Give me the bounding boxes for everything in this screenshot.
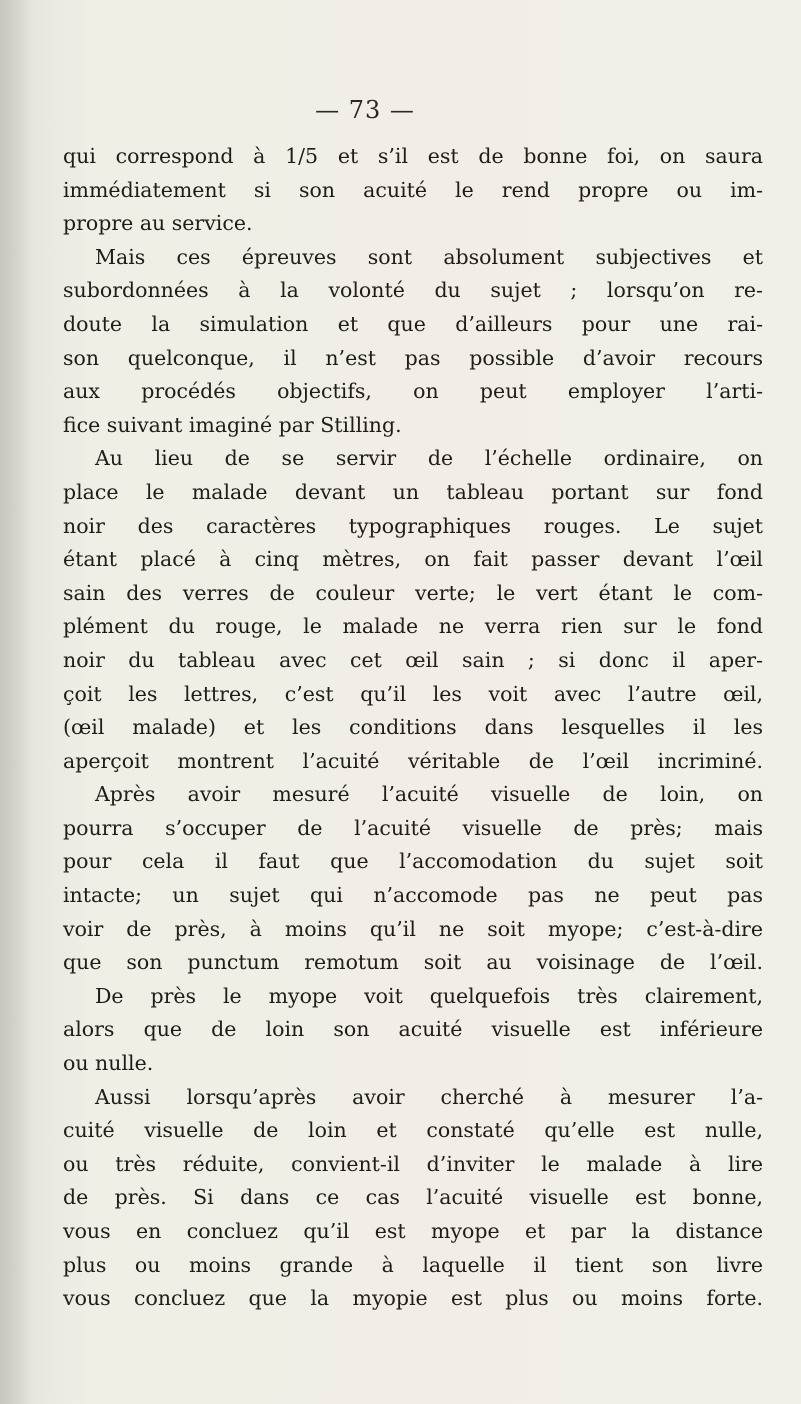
text-line: pourra s’occuper de l’acuité visuelle de près; mais <box>63 815 763 840</box>
text-line: pour cela il faut que l’accomodation du sujet soit <box>63 849 763 874</box>
text-line: étant placé à cinq mètres, on fait passer devant l’œil <box>63 547 763 572</box>
text-line: que son punctum remotum soit au voisinage de l’œil. <box>63 950 763 975</box>
text-line: propre au service. <box>63 211 253 236</box>
text-line: Mais ces épreuves sont absolument subjectives et <box>95 244 763 269</box>
text-line: Au lieu de se servir de l’échelle ordinaire, on <box>95 446 763 471</box>
text-line: plément du rouge, le malade ne verra rien sur le fond <box>63 614 763 639</box>
text-line: ou nulle. <box>63 1051 154 1076</box>
text-line: Aussi lorsqu’après avoir cherché à mesurer l’a- <box>95 1084 763 1109</box>
text-line: cuité visuelle de loin et constaté qu’elle est nulle, <box>63 1118 763 1143</box>
text-line: fice suivant imaginé par Stilling. <box>63 412 402 437</box>
binding-edge-shadow <box>0 0 30 1404</box>
text-line: (œil malade) et les conditions dans lesquelles il les <box>63 715 763 740</box>
text-line: de près. Si dans ce cas l’acuité visuelle est bonne, <box>63 1185 763 1210</box>
text-line: vous en concluez qu’il est myope et par la distance <box>63 1219 763 1243</box>
text-line: aux procédés objectifs, on peut employer l’arti- <box>63 379 763 404</box>
text-line: noir du tableau avec cet œil sain ; si donc il aper- <box>63 647 763 672</box>
text-line: qui correspond à 1/5 et s’il est de bonne foi, on saura <box>63 144 763 168</box>
text-line: doute la simulation et que d’ailleurs pour une rai- <box>63 311 763 336</box>
text-line: ou très réduite, convient-il d’inviter le malade à lire <box>63 1151 763 1176</box>
text-line: plus ou moins grande à laquelle il tient son livre <box>63 1252 763 1277</box>
text-line: sain des verres de couleur verte; le vert étant le com- <box>63 580 763 605</box>
text-line: voir de près, à moins qu’il ne soit myope; c’est-à-dire <box>63 916 763 941</box>
text-line: alors que de loin son acuité visuelle est inférieure <box>63 1017 763 1042</box>
text-line: De près le myope voit quelquefois très clairement, <box>95 983 763 1008</box>
text-line: çoit les lettres, c’est qu’il les voit avec l’autre œil, <box>63 681 763 706</box>
body-text <box>63 140 763 1316</box>
text-line: aperçoit montrent l’acuité véritable de l’œil incriminé. <box>63 748 763 773</box>
text-line: son quelconque, il n’est pas possible d’avoir recours <box>63 345 763 370</box>
text-line: intacte; un sujet qui n’accomode pas ne peut pas <box>63 883 763 908</box>
text-line: Après avoir mesuré l’acuité visuelle de loin, on <box>95 782 763 807</box>
text-line: place le malade devant un tableau portant sur fond <box>63 479 763 504</box>
text-line: subordonnées à la volonté du sujet ; lorsqu’on re- <box>63 278 763 303</box>
text-line: vous concluez que la myopie est plus ou moins forte. <box>63 1286 763 1311</box>
text-line: immédiatement si son acuité le rend propre ou im- <box>63 177 763 202</box>
page-number: — 73 — <box>315 96 415 124</box>
text-line: noir des caractères typographiques rouges. Le sujet <box>63 513 763 538</box>
